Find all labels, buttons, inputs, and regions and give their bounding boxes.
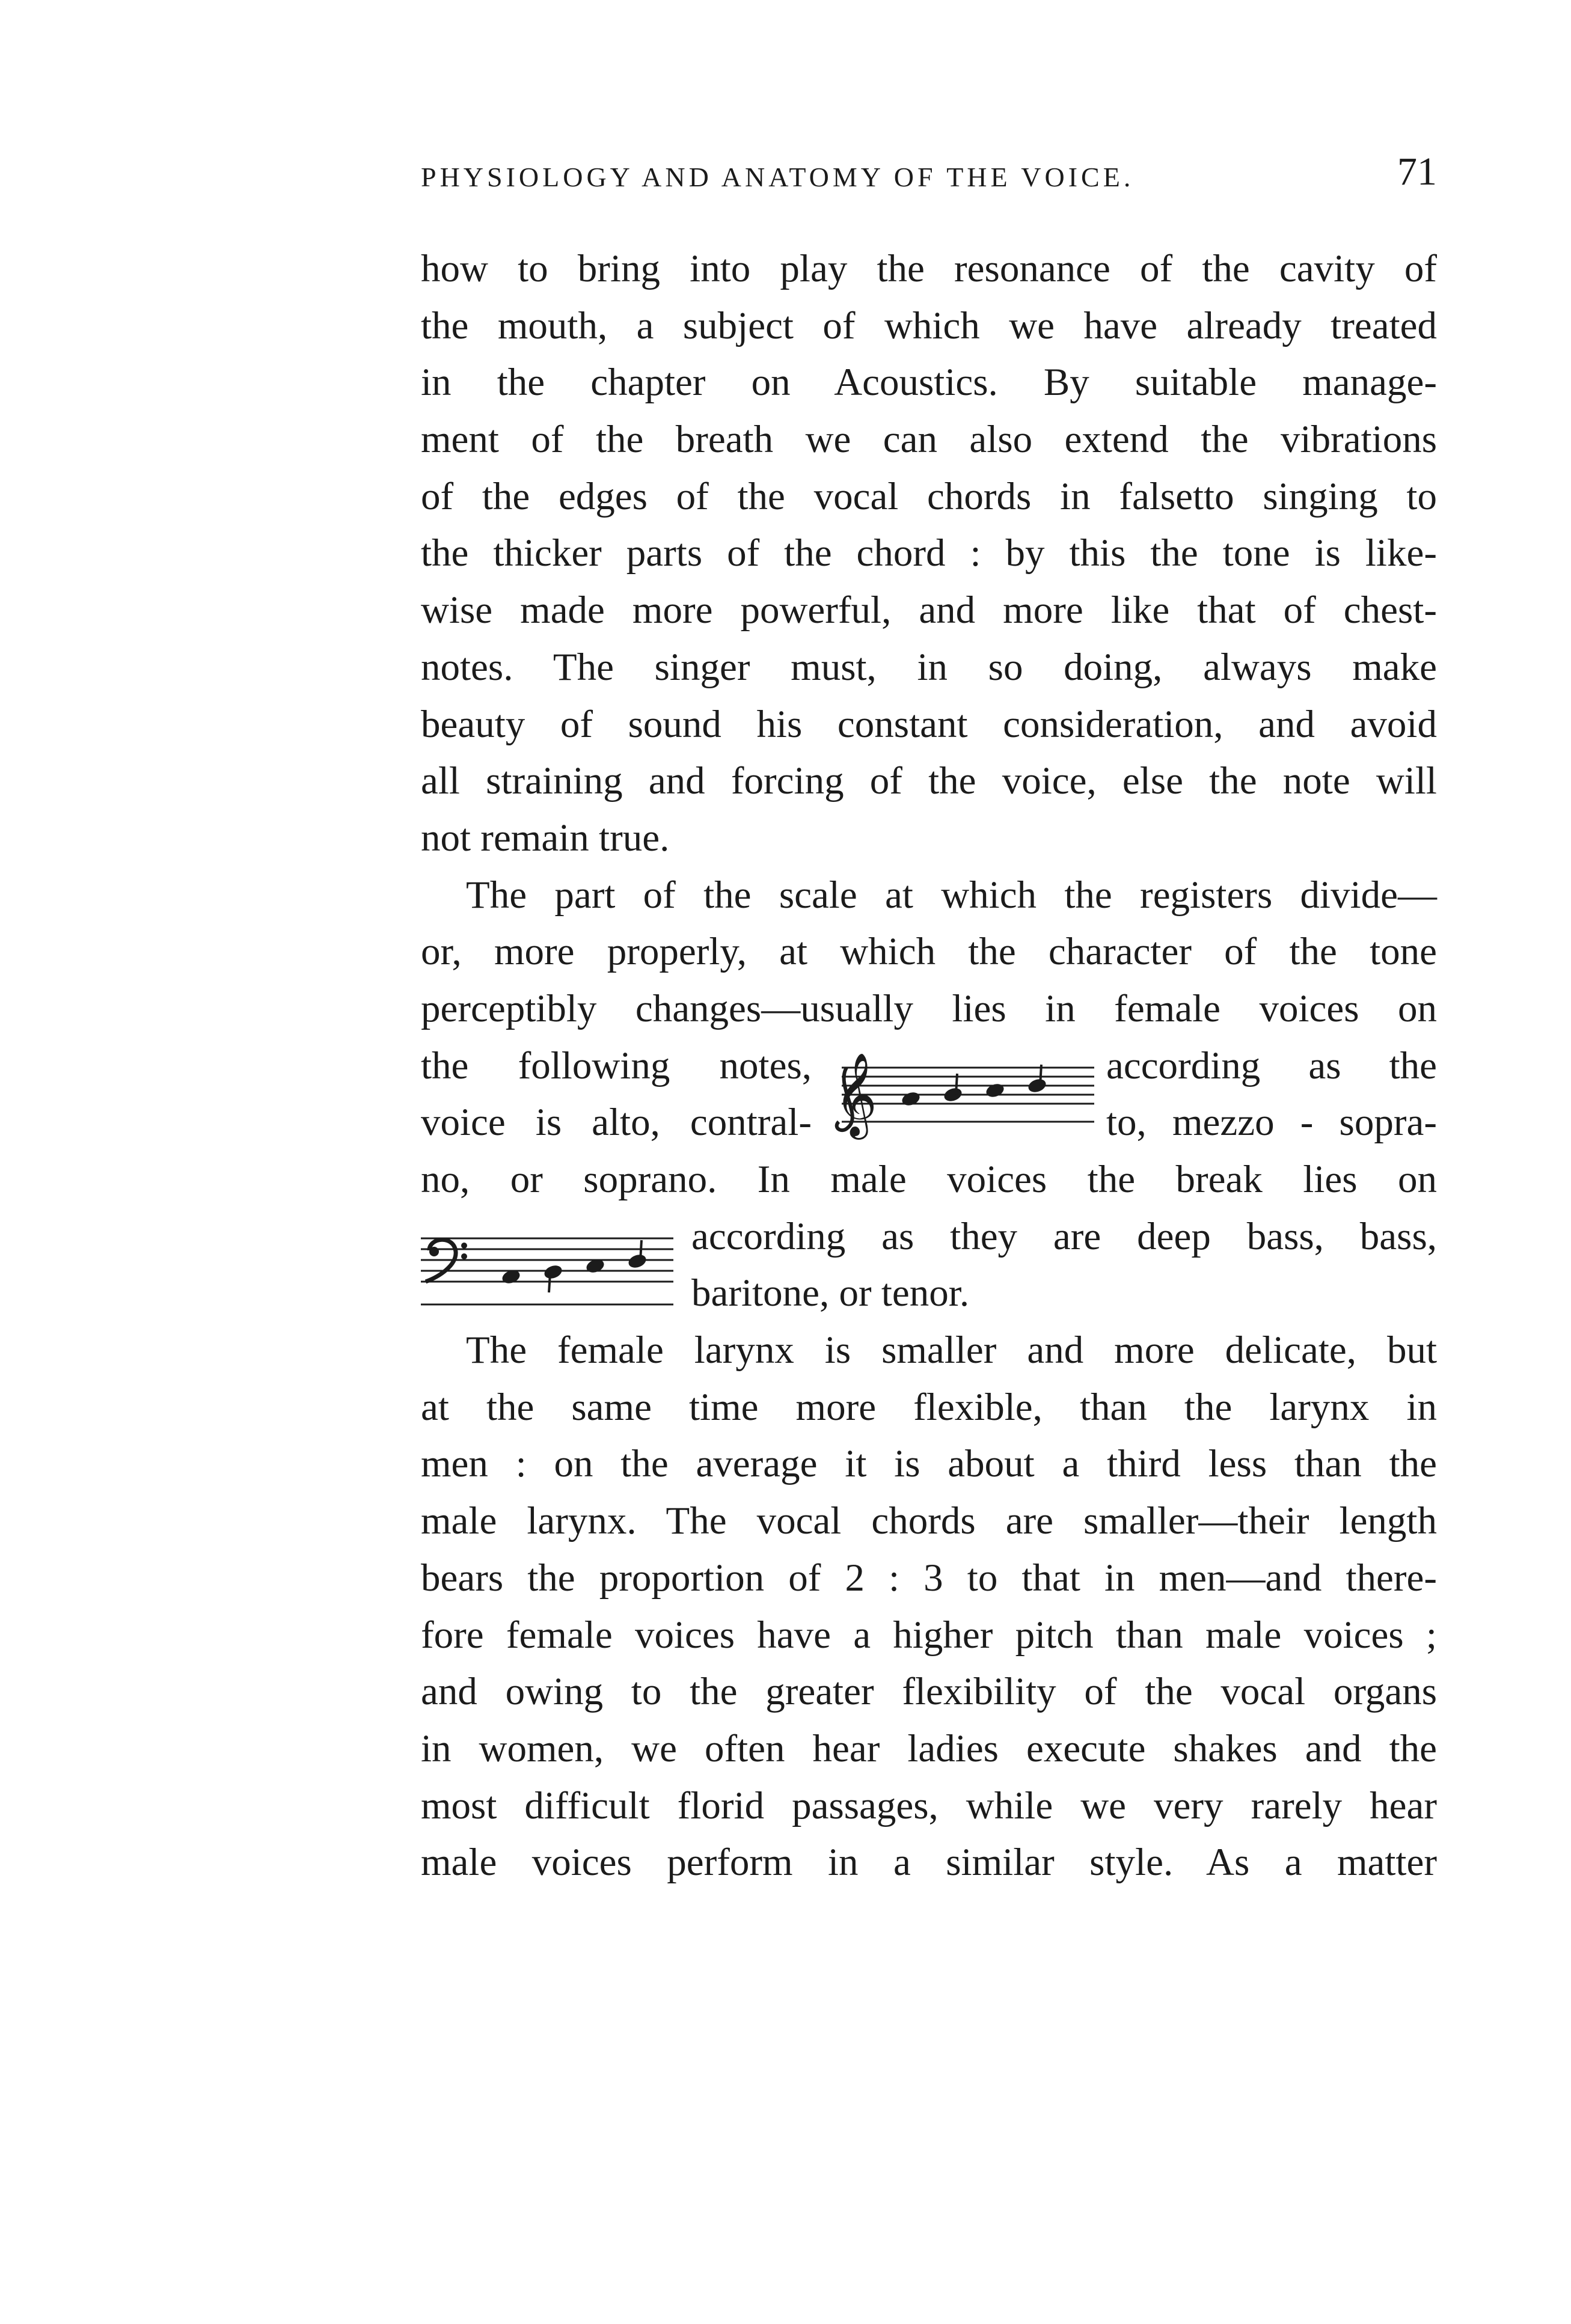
treble-notes-block [421, 1038, 1437, 1151]
text-line: notes. The singer must, in so doing, always make [421, 645, 1437, 689]
text-line: all straining and forcing of the voice, else the note will [421, 759, 1437, 803]
text-line: wise made more powerful, and more like that of chest- [421, 589, 1437, 632]
text-line: the thicker parts of the chord : by this the tone is like- [421, 531, 1437, 575]
text-line: not remain true. [421, 816, 670, 860]
text-line: fore female voices have a higher pitch than male voices ; [421, 1613, 1437, 1657]
text-line: according as they are deep bass, bass, [691, 1214, 1437, 1258]
text-segment: the following notes, [421, 1044, 812, 1087]
text-segment: voice is alto, contral- [421, 1101, 812, 1145]
paragraph-1 [421, 240, 1437, 867]
paragraph-2 [421, 867, 1437, 1323]
paragraph-3 [421, 1322, 1437, 1891]
bass-staff-notation [421, 1214, 673, 1310]
text-line: The part of the scale at which the registers divide— [466, 873, 1437, 917]
text-segment: according as the [1106, 1044, 1437, 1087]
text-line: bears the proportion of 2 : 3 to that in men—and there- [421, 1556, 1437, 1600]
text-line: in women, we often hear ladies execute shakes and the [421, 1726, 1437, 1770]
text-segment: to, mezzo - sopra- [1106, 1101, 1437, 1145]
text-line: at the same time more flexible, than the larynx in [421, 1385, 1437, 1429]
text-line: the mouth, a subject of which we have already treated [421, 304, 1437, 347]
text-line: most difficult florid passages, while we very rarely hear [421, 1784, 1437, 1827]
text-line: perceptibly changes—usually lies in female voices on [421, 986, 1437, 1030]
text-line: how to bring into play the resonance of the cavity of [421, 247, 1437, 290]
body-text [421, 240, 1437, 1891]
text-line: men : on the average it is about a third less than the [421, 1442, 1437, 1486]
treble-clef-icon [830, 1050, 1094, 1140]
text-line: and owing to the greater flexibility of the vocal organs [421, 1670, 1437, 1714]
running-head: PHYSIOLOGY AND ANATOMY OF THE VOICE. [421, 162, 1135, 192]
page-header [421, 149, 1437, 203]
bass-notes-block [421, 1208, 1437, 1322]
text-line: baritone, or tenor. [691, 1271, 970, 1315]
page-number: 71 [1397, 150, 1437, 194]
text-line: The female larynx is smaller and more delicate, but [466, 1329, 1437, 1372]
text-line: male larynx. The vocal chords are smaller—their length [421, 1499, 1437, 1543]
text-line: male voices perform in a similar style. As a matter [421, 1841, 1437, 1885]
svg-text:𝄞: 𝄞 [834, 1052, 877, 1136]
text-line: or, more properly, at which the character of the tone [421, 930, 1437, 974]
text-line: of the edges of the vocal chords in falsetto singing to [421, 474, 1437, 518]
text-line: in the chapter on Acoustics. By suitable manage- [421, 361, 1437, 405]
text-line: ment of the breath we can also extend the vibrations [421, 418, 1437, 462]
treble-staff-notation [830, 1050, 1094, 1140]
text-line: beauty of sound his constant consideration, and avoid [421, 702, 1437, 746]
text-line: no, or soprano. In male voices the break lies on [421, 1158, 1437, 1202]
bass-clef-icon [421, 1214, 673, 1310]
